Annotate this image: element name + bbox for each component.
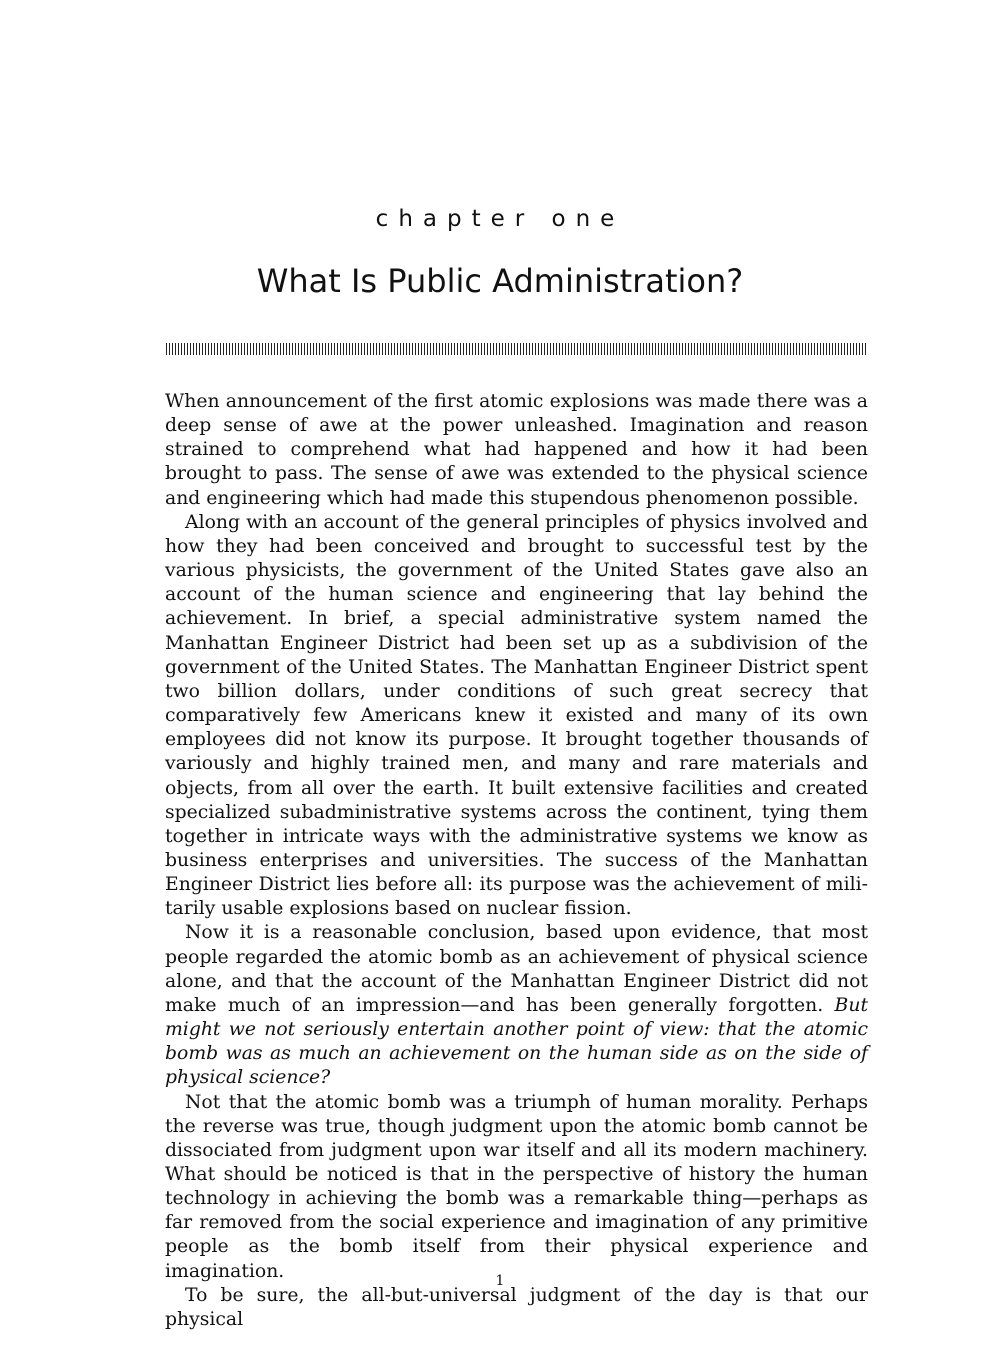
paragraph-5 bbox=[165, 1284, 868, 1332]
paragraph-5-text: To be sure, the all-but-universal judgment of the day is that our physical bbox=[165, 1284, 868, 1330]
page-number: 1 bbox=[495, 1273, 505, 1289]
paragraph-3 bbox=[165, 921, 868, 1090]
paragraph-2 bbox=[165, 511, 868, 922]
paragraph-1-text: When announcement of the first atomic explosions was made there was a deep sense of awe at the power unleashed. Imagination and reason strained to comprehend what had happened and how it had been brought to pass. The sense of awe was extended to the physical science and engineering which had made this stupendous phenomenon possible. bbox=[165, 391, 868, 509]
decorative-rule bbox=[166, 343, 866, 355]
paragraph-4-text: Not that the atomic bomb was a triumph of human morality. Perhaps the reverse was true, though judgment upon the atomic bomb cannot be dissociated from judgment upon war itself and all its modern machinery. What should be noticed is that in the perspective of history the human technology in achieving the bomb was a remarkable thing—perhaps as far removed from the social experience and imagination of any primitive people as the bomb itself from their physical experience and imagination. bbox=[165, 1091, 868, 1282]
chapter-title: What Is Public Administration? bbox=[256, 262, 744, 300]
chapter-label: chapter one bbox=[375, 206, 625, 232]
body-text bbox=[165, 390, 868, 1332]
paragraph-2-text: Along with an account of the general principles of physics involved and how they had been conceived and brought to successful test by the various physicists, the government of the United States gave also an account of the human science and engineering that lay behind the achievement. In brief, a special administrative system named the Manhattan Engineer District had been set up as a subdivision of the government of the United States. The Manhattan Engineer District spent two billion dollars, under conditions of such great secrecy that comparatively few Americans knew it existed and many of its own employees did not know its purpose. It brought together thousands of variously and highly trained men, and many and rare materials and objects, from all over the earth. It built extensive facilities and created specialized subadministrative systems across the continent, tying them together in intricate ways with the administrative systems we know as business enterprises and universities. The success of the Manhattan Engineer District lies before all: its purpose was the achievement of militarily usable explosions based on nuclear fission. bbox=[165, 511, 868, 920]
paragraph-3-italic-text: But might we not seriously entertain another point of view: that the atomic bomb was as much an achievement on the human side as on the side of physical science? bbox=[165, 994, 868, 1089]
paragraph-4 bbox=[165, 1091, 868, 1284]
paragraph-3-text: Now it is a reasonable conclusion, based upon evidence, that most people regarded the atomic bomb as an achievement of physical science alone, and that the account of the Manhattan Engineer District did not make much of an impression—and has been generally forgotten. bbox=[165, 922, 868, 1016]
paragraph-1 bbox=[165, 390, 868, 511]
